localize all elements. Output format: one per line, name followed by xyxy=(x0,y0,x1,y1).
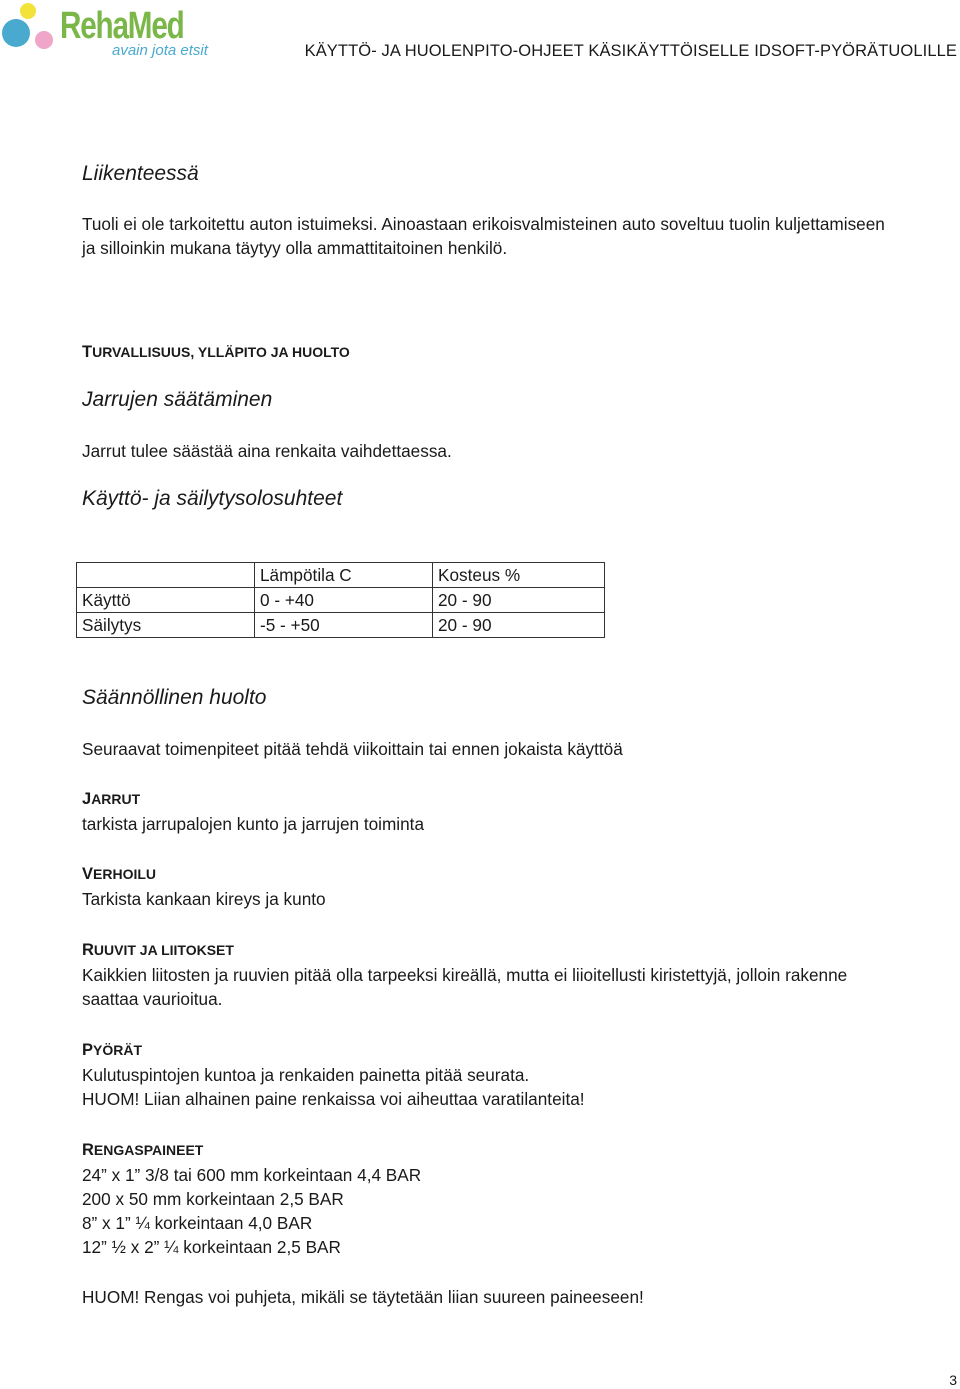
traffic-text-line-1: Tuoli ei ole tarkoitettu auton istuimeksi. Ainoastaan erikoisvalmisteinen auto soveltuu tuolin kuljettamiseen xyxy=(82,214,885,234)
subheading-regular-maintenance: Säännöllinen huolto xyxy=(82,686,267,709)
section-heading-safety: TURVALLISUUS, YLLÄPITO JA HUOLTO xyxy=(82,343,350,361)
maintenance-item-text: Kulutuspintojen kuntoa ja renkaiden painetta pitää seurata. xyxy=(82,1065,530,1085)
final-warning-note: HUOM! Rengas voi puhjeta, mikäli se täytetään liian suureen paineeseen! xyxy=(82,1287,644,1307)
table-cell: Kosteus % xyxy=(433,563,605,588)
tire-pressure-line: 12” ½ x 2” ¼ korkeintaan 2,5 BAR xyxy=(82,1237,341,1257)
subheading-conditions: Käyttö- ja säilytysolosuhteet xyxy=(82,487,343,510)
maintenance-item-text: saattaa vaurioitua. xyxy=(82,989,223,1009)
maintenance-item-heading-tire-pressure: RENGASPAINEET xyxy=(82,1141,204,1159)
maintenance-item-text: tarkista jarrupalojen kunto ja jarrujen toiminta xyxy=(82,814,425,834)
maintenance-item-heading-wheels: PYÖRÄT xyxy=(82,1041,143,1059)
table-cell: Käyttö xyxy=(77,588,255,613)
document-header-title: KÄYTTÖ- JA HUOLENPITO-OHJEET KÄSIKÄYTTÖISELLE IDSOFT-PYÖRÄTUOLILLE xyxy=(304,42,957,60)
table-cell: Lämpötila C xyxy=(255,563,433,588)
table-cell xyxy=(77,563,255,588)
brakes-adjustment-text: Jarrut tulee säästää aina renkaita vaihdettaessa. xyxy=(82,441,452,461)
maintenance-intro: Seuraavat toimenpiteet pitää tehdä viikoittain tai ennen jokaista käyttöä xyxy=(82,739,623,759)
maintenance-item-heading-brakes: JARRUT xyxy=(82,790,141,808)
tire-pressure-line: 24” x 1” 3/8 tai 600 mm korkeintaan 4,4 BAR xyxy=(82,1165,422,1185)
maintenance-item-text: Kaikkien liitosten ja ruuvien pitää olla tarpeeksi kireällä, mutta ei liioitellusti kiristettyjä, jolloin rakenne xyxy=(82,965,848,985)
table-cell: 20 - 90 xyxy=(433,588,605,613)
maintenance-item-heading-upholstery: VERHOILU xyxy=(82,865,157,883)
page-number: 3 xyxy=(949,1372,957,1388)
maintenance-item-text: HUOM! Liian alhainen paine renkaissa voi aiheuttaa varatilanteita! xyxy=(82,1089,585,1109)
rehamed-logo xyxy=(0,0,240,70)
table-row xyxy=(77,613,605,638)
tire-pressure-line: 200 x 50 mm korkeintaan 2,5 BAR xyxy=(82,1189,344,1209)
subheading-brakes-adjustment: Jarrujen säätäminen xyxy=(82,388,273,411)
traffic-text-line-2: ja silloinkin mukana täytyy olla ammattitaitoinen henkilö. xyxy=(82,238,508,258)
table-cell: 20 - 90 xyxy=(433,613,605,638)
logo-wordmark: RehaMed xyxy=(60,5,184,47)
table-cell: Säilytys xyxy=(77,613,255,638)
table-cell: 0 - +40 xyxy=(255,588,433,613)
table-cell: -5 - +50 xyxy=(255,613,433,638)
section-heading-traffic: Liikenteessä xyxy=(82,162,199,185)
logo-tagline: avain jota etsit xyxy=(112,42,208,59)
maintenance-item-heading-screws: RUUVIT JA LIITOKSET xyxy=(82,941,234,959)
table-header-row xyxy=(77,563,605,588)
table-row xyxy=(77,588,605,613)
tire-pressure-line: 8” x 1” ¼ korkeintaan 4,0 BAR xyxy=(82,1213,313,1233)
logo-dots-icon xyxy=(0,0,60,60)
conditions-table xyxy=(76,562,605,638)
maintenance-item-text: Tarkista kankaan kireys ja kunto xyxy=(82,889,326,909)
